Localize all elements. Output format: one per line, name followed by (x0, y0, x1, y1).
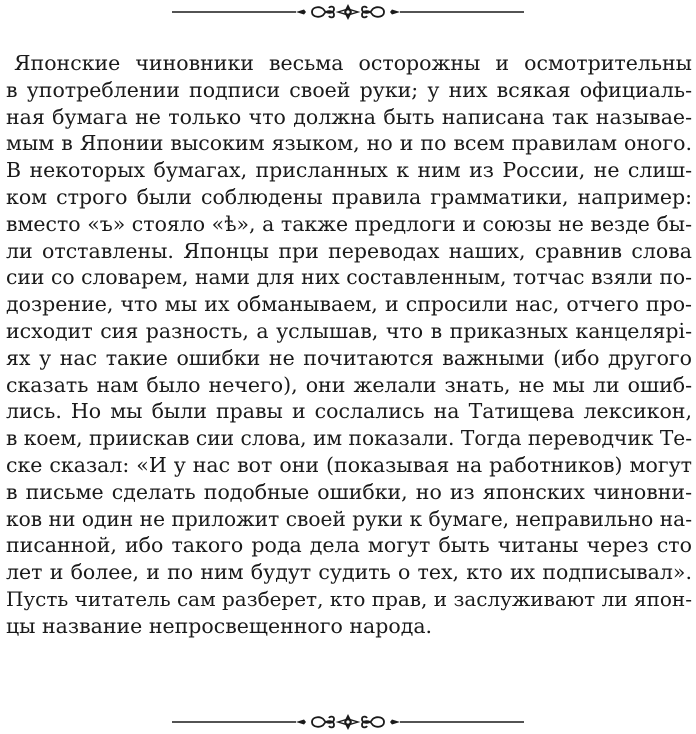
text-line: лись. Но мы были правы и сослались на Татищева лексикон, (6, 399, 692, 424)
text-line: в употреблении подписи своей руки; у них всякая официаль- (6, 77, 692, 102)
top-ornament-divider (0, 2, 696, 22)
scroll-flourish-icon (0, 2, 696, 22)
text-line: в коем, приискав сии слова, им показали. Тогда переводчик Те- (6, 426, 693, 451)
text-line: ли отставлены. Японцы при переводах наших, сравнив слова (6, 238, 692, 263)
body-text (6, 50, 692, 640)
text-line: дозрение, что мы их обманываем, и спросили нас, отчего про- (6, 292, 692, 317)
text-line: сии со словарем, нами для них составленным, тотчас взяли по- (6, 265, 692, 290)
text-line: ная бумага не только что должна быть написана так называе- (6, 104, 692, 129)
text-line: ях у нас такие ошибки не почитаются важными (ибо другого (6, 345, 692, 370)
text-line: Японские чиновники весьма осторожны и осмотрительны (14, 51, 692, 75)
text-line: исходит сия разность, а услышав, что в приказных канцелярi- (6, 318, 692, 343)
text-line: цы название непросвещенного народа. (6, 613, 433, 638)
scroll-flourish-icon (0, 712, 696, 732)
bottom-ornament-divider (0, 712, 696, 732)
text-line: лет и более, и по ним будут судить о тех, кто их подписывал». (6, 560, 692, 585)
text-line: писанной, ибо такого рода дела могут быть читаны через сто (6, 533, 692, 558)
text-line: ске сказал: «И у нас вот они (показывая на работников) могут (6, 452, 692, 477)
text-line: ком строго были соблюдены правила грамматики, например: (6, 184, 692, 209)
text-line: сказать нам было нечего), они желали знать, не мы ли ошиб- (6, 372, 692, 397)
text-line: В некоторых бумагах, присланных к ним из России, не слиш- (6, 158, 692, 183)
text-line: вместо «ъ» стояло «ѣ», а также предлоги и союзы не везде бы- (6, 211, 692, 236)
text-line: Пусть читатель сам разберет, кто прав, и заслуживают ли япон- (6, 586, 692, 611)
text-line: ков ни один не приложит своей руки к бумаге, неправильно на- (6, 506, 692, 531)
text-line: в письме сделать подобные ошибки, но из японских чиновни- (6, 479, 692, 504)
text-line: мым в Японии высоким языком, но и по всем правилам оного. (6, 131, 692, 156)
